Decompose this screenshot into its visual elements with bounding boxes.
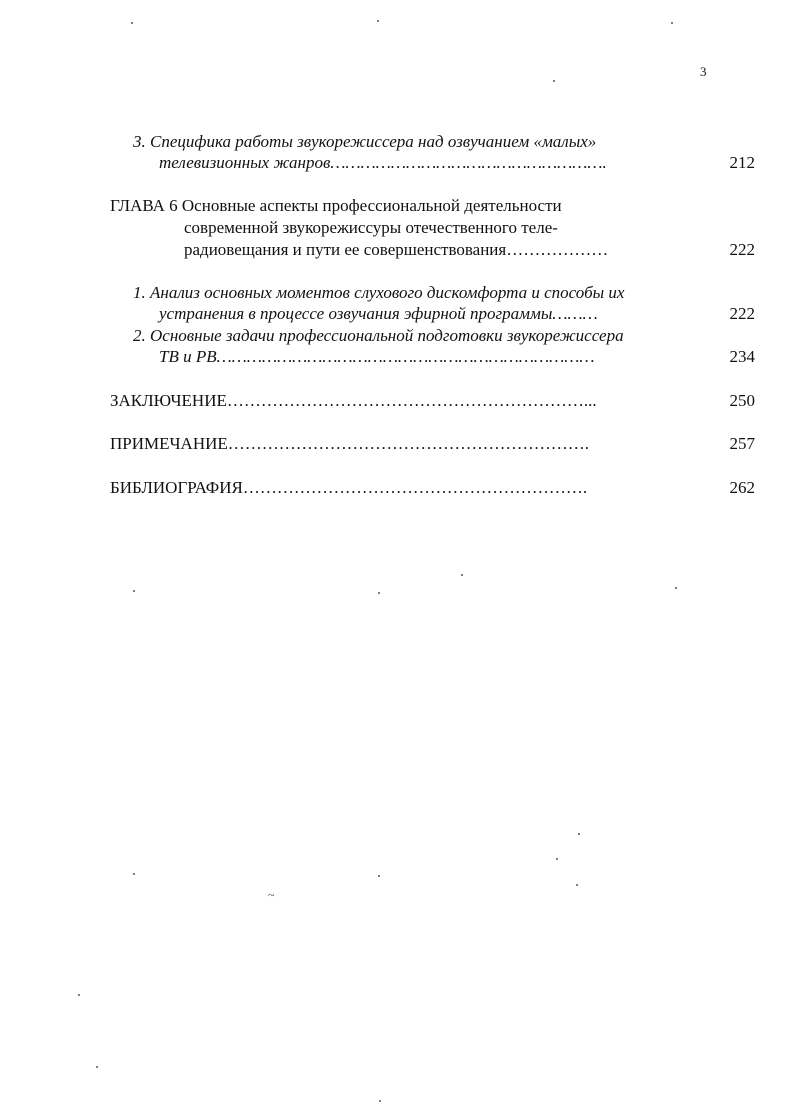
scan-speck bbox=[461, 574, 463, 576]
toc-notes-page: 257 bbox=[729, 434, 755, 453]
toc-chapter-6-line3: радиовещания и пути ее совершенствования……………… bbox=[184, 240, 609, 259]
toc-section-1-line1: 1. Анализ основных моментов слухового дискомфорта и способы их bbox=[133, 283, 625, 302]
scan-speck bbox=[133, 590, 135, 592]
toc-entry-3-line1: 3. Специфика работы звукорежиссера над озвучанием «малых» bbox=[133, 132, 597, 151]
scan-speck bbox=[671, 22, 673, 24]
toc-section-1-line2: устранения в процессе озвучания эфирной программы……… bbox=[159, 304, 598, 323]
toc-section-2-page: 234 bbox=[729, 347, 755, 366]
scan-speck bbox=[578, 833, 580, 835]
scan-speck bbox=[556, 858, 558, 860]
scan-speck bbox=[78, 994, 80, 996]
toc-section-2-line1: 2. Основные задачи профессиональной подготовки звукорежиссера bbox=[133, 326, 624, 345]
toc-entry-3-line2: телевизионных жанров………………………………………………. bbox=[159, 153, 607, 172]
scan-speck bbox=[378, 875, 380, 877]
toc-chapter-6-line1: ГЛАВА 6 Основные аспекты профессиональной деятельности bbox=[110, 196, 562, 215]
toc-notes: ПРИМЕЧАНИЕ………………………………………………………. bbox=[110, 434, 590, 453]
toc-section-1-page: 222 bbox=[729, 304, 755, 323]
scan-speck bbox=[96, 1066, 98, 1068]
toc-section-2-line2: ТВ и РВ………………………………………………………………… bbox=[159, 347, 595, 366]
toc-chapter-6-page: 222 bbox=[729, 240, 755, 259]
scan-speck bbox=[379, 1100, 381, 1102]
scan-speck bbox=[131, 22, 133, 24]
toc-entry-3-page: 212 bbox=[729, 153, 755, 172]
toc-chapter-6-line2: современной звукорежиссуры отечественного теле- bbox=[184, 218, 558, 237]
scan-mark-tilde: ~ bbox=[268, 888, 275, 902]
scan-speck bbox=[576, 884, 578, 886]
scan-speck bbox=[675, 587, 677, 589]
scan-speck bbox=[133, 873, 135, 875]
scan-speck bbox=[377, 20, 379, 22]
toc-bibliography-page: 262 bbox=[729, 478, 755, 497]
scan-speck bbox=[378, 592, 380, 594]
toc-conclusion-page: 250 bbox=[729, 391, 755, 410]
toc-bibliography: БИБЛИОГРАФИЯ……………………………………………………. bbox=[110, 478, 588, 497]
page-number: 3 bbox=[700, 64, 707, 79]
scan-speck bbox=[553, 80, 555, 82]
toc-conclusion: ЗАКЛЮЧЕНИЕ………………………………………………………... bbox=[110, 391, 597, 410]
